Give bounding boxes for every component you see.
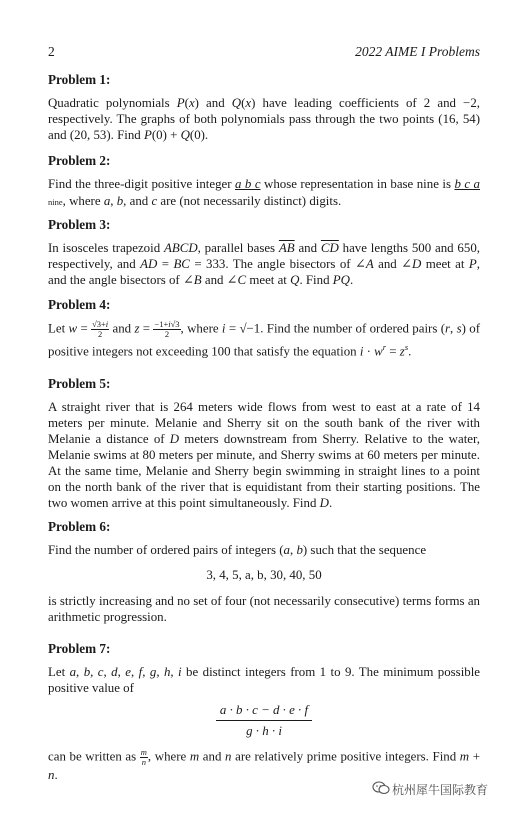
problem-7	[48, 641, 480, 783]
problem-text: Let a, b, c, d, e, f, g, h, i be distinct integers from 1 to 9. The minimum possible positive value of	[48, 665, 481, 695]
problem-text: Quadratic polynomials P(x) and Q(x) have leading coefficients of 2 and −2, respectively. The graphs of both polynomials pass through the two points (16, 54) and (20, 53). Find P(0) + Q(0).	[48, 96, 480, 142]
wechat-icon	[372, 781, 390, 795]
problem-heading: Problem 5:	[48, 376, 111, 391]
page-header	[48, 44, 480, 64]
sequence-display: 3, 4, 5, a, b, 30, 40, 50	[206, 568, 322, 582]
expression-fraction	[216, 702, 312, 740]
expression-denominator: g · h · i	[246, 724, 282, 738]
problem-heading: Problem 3:	[48, 217, 111, 232]
watermark-text: 杭州犀牛国际教育	[392, 783, 489, 797]
problem-2	[48, 153, 480, 210]
problem-text: Find the three-digit positive integer a b c whose representation in base nine is b c a nine, where a, b, and c are (not necessarily distinct) digits.	[48, 177, 481, 208]
problem-heading: Problem 7:	[48, 641, 111, 656]
problem-1	[48, 72, 480, 143]
problem-text-continued: is strictly increasing and no set of four (not necessarily consecutive) terms forms an arithmetic progression.	[48, 594, 480, 624]
problem-heading: Problem 6:	[48, 519, 111, 534]
problem-text: Let w = $\frac{√3+i}{2}$ and z = $\frac{-1+i√3}{2}$ , where i = √−1. Find the number of ordered pairs (r, s) of positive integers not exceeding 100 that satisfy the equation $i \cdot w^r = z^s$.	[48, 319, 480, 359]
problem-text: In isosceles trapezoid ABCD, parallel bases $\overline{AB}$ and $\overline{CD}$ have lengths 500 and 650, respectively, and AD = BC = 333. The angle bisectors of ∠A and ∠D meet at P, and the angle bisectors of ∠B and ∠C meet at Q. Find PQ.	[48, 241, 481, 287]
problem-text-continued: can be written as $\frac{m}{n}$ , where m and n are relatively prime positive integers. Find m + n.	[48, 747, 480, 782]
problem-3	[48, 217, 480, 288]
expression-display	[48, 702, 480, 740]
problem-4	[48, 297, 480, 359]
problem-5	[48, 376, 480, 511]
page-title: 2022 AIME I Problems	[355, 44, 480, 59]
problem-heading: Problem 2:	[48, 153, 111, 168]
page-number: 2	[48, 44, 55, 59]
problem-6	[48, 519, 480, 625]
problem-text: Find the number of ordered pairs of integers (a, b) such that the sequence	[48, 543, 427, 557]
problem-heading: Problem 1:	[48, 72, 111, 87]
expression-numerator: a · b · c − d · e · f	[216, 702, 312, 721]
problem-text: A straight river that is 264 meters wide flows from west to east at a rate of 14 meters per minute. Melanie and Sherry sit on the south bank of the river with Melanie a distance of D meters downstream from Sherry. Relative to the water, Melanie swims at 80 meters per minute, and Sherry swims at 60 meters per minute. At the same time, Melanie and Sherry begin swimming in straight lines to a point on the north bank of the river that is equidistant from their starting positions. The two women arrive at this point simultaneously. Find D.	[48, 400, 481, 510]
problem-heading: Problem 4:	[48, 297, 111, 312]
